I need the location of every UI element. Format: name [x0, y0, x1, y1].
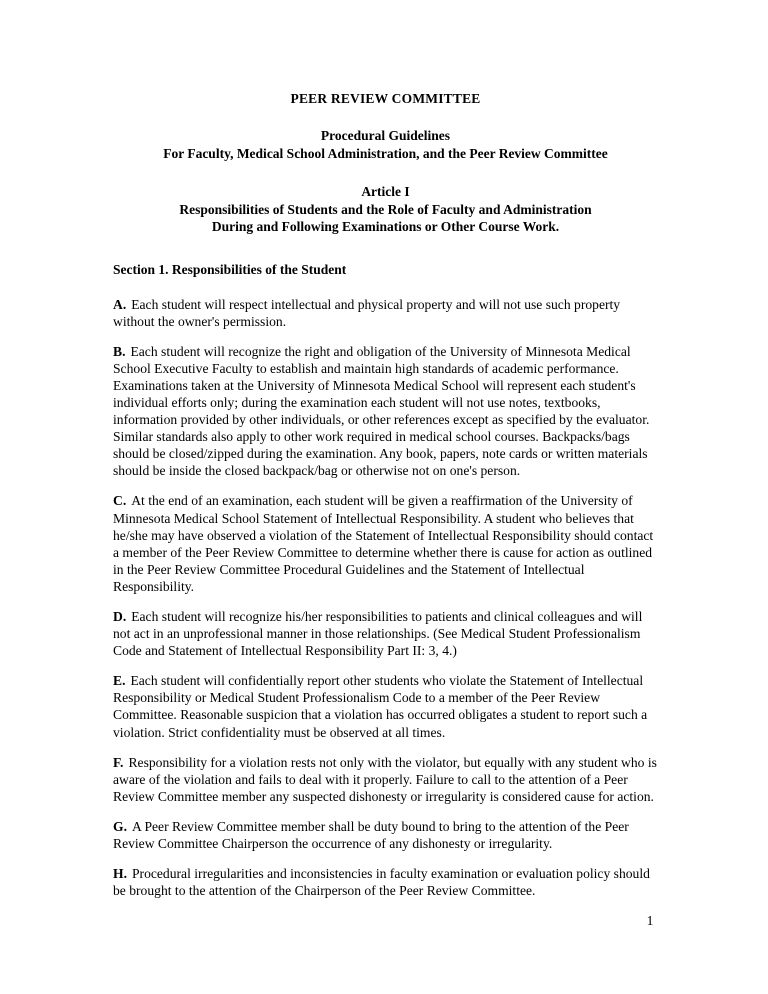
section-heading: Section 1. Responsibilities of the Student: [113, 261, 347, 277]
paragraph-text: Each student will respect intellectual and physical property and will not use such property without the owner's permission.: [113, 296, 621, 329]
paragraph-text: A Peer Review Committee member shall be duty bound to bring to the attention of the Peer Review Committee Chairperson the occurrence of any dishonesty or irregularity.: [113, 818, 629, 852]
subtitle-line-2: For Faculty, Medical School Administration, and the Peer Review Committee: [163, 145, 608, 161]
paragraph-h: [113, 865, 658, 899]
paragraph-marker: D.: [113, 609, 127, 624]
page-number: [0, 912, 768, 929]
paragraph-text: At the end of an examination, each student will be given a reaffirmation of the University of Minnesota Medical School Statement of Intellectual Responsibility. A student who believes that he/she may have observed a violation of the Statement of Intellectual Responsibility should contact a member of the Peer Review Committee to determine whether there is cause for action as outlined in the Peer Review Committee Procedural Guidelines and the Statement of Intellectual Responsibility.: [113, 493, 654, 594]
paragraph-marker: G.: [113, 818, 127, 834]
paragraph-marker: H.: [113, 866, 127, 882]
article-title-line-1: Responsibilities of Students and the Role of Faculty and Administration: [179, 201, 592, 217]
paragraph-e: [113, 672, 658, 740]
page-number-value: 1: [646, 913, 654, 928]
paragraph-a: [113, 296, 658, 330]
document-header: [113, 90, 658, 236]
page-title: PEER REVIEW COMMITTEE: [290, 91, 481, 106]
article-group: [113, 183, 658, 236]
paragraph-text: Each student will confidentially report other students who violate the Statement of Intellectual Responsibility or Medical Student Professionalism Code to a member of the Peer Review Committee. Reasonable suspicion that a violation has occurred obligates a student to report such a violation. Strict confidentiality must be observed at all times.: [113, 673, 648, 740]
paragraph-marker: A.: [113, 296, 127, 312]
paragraph-d: [113, 608, 658, 659]
paragraph-f: [113, 754, 658, 805]
paragraph-b: [113, 343, 658, 480]
paragraph-text: Each student will recognize his/her responsibilities to patients and clinical colleagues and will not act in an unprofessional manner in those relationships. (See Medical Student Professionalism Code and Statement of Intellectual Responsibility Part II: 3, 4.): [113, 609, 643, 659]
paragraph-text: Responsibility for a violation rests not only with the violator, but equally with any student who is aware of the violation and fails to deal with it properly. Failure to call to the attention of a Peer Review Committee member any suspected dishonesty or irregularity is considered cause for action.: [113, 754, 657, 804]
subtitle-group: [113, 127, 658, 162]
paragraph-marker: E.: [113, 673, 126, 689]
paragraph-c: [113, 492, 658, 595]
subtitle-line-1: Procedural Guidelines: [320, 128, 451, 143]
paragraph-marker: B.: [113, 343, 126, 359]
article-number: Article I: [361, 184, 410, 199]
paragraph-g: [113, 818, 658, 852]
paragraph-marker: C.: [113, 493, 127, 509]
paragraph-marker: F.: [113, 754, 124, 770]
paragraph-text: Each student will recognize the right and obligation of the University of Minnesota Medical School Executive Faculty to establish and maintain high standards of academic performance. Examinations taken at the University of Minnesota Medical School will represent each student's individual efforts only; during the examination each student will not use notes, textbooks, information provided by other individuals, or other references except as specified by the evaluator. Similar standards also apply to other work required in medical school courses. Backpacks/bags should be closed/zipped during the examination. Any book, papers, note cards or written materials should be inside the closed backpack/bag or otherwise not on one's person.: [113, 343, 650, 479]
paragraph-text: Procedural irregularities and inconsistencies in faculty examination or evaluation policy should be brought to the attention of the Chairperson of the Peer Review Committee.: [113, 866, 650, 899]
document-body: [113, 296, 658, 900]
article-title-line-2: During and Following Examinations or Other Course Work.: [211, 219, 560, 234]
